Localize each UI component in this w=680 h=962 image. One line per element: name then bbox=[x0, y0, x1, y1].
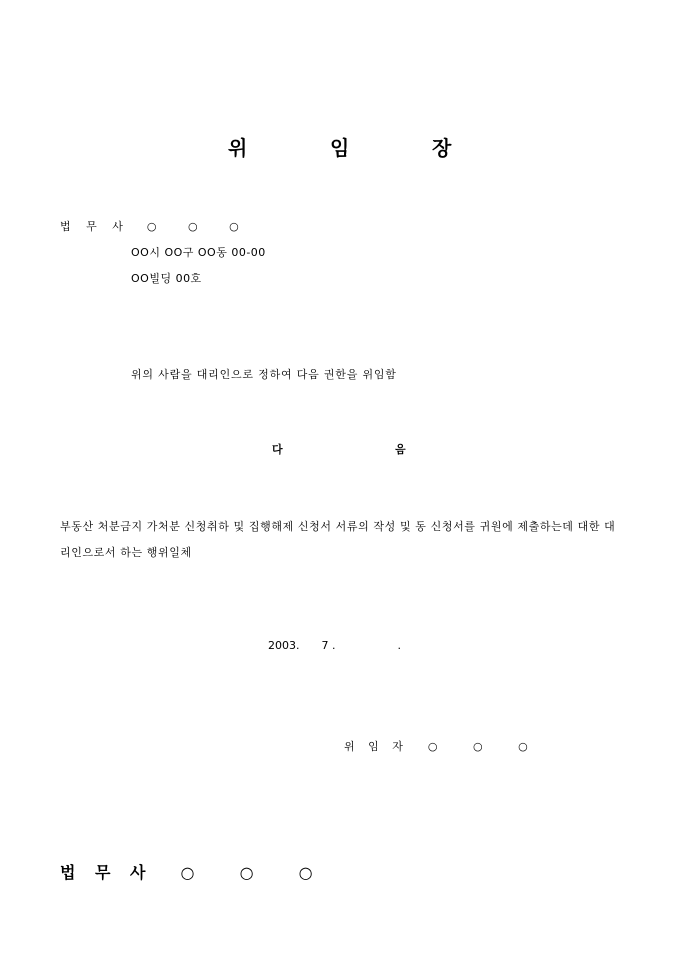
title-char-2: 임 bbox=[330, 136, 350, 160]
footer-name: ○ ○ ○ bbox=[180, 863, 333, 882]
heading-char-2: 음 bbox=[395, 443, 406, 456]
delegator-label: 위 임 자 bbox=[344, 740, 408, 753]
date-month: 7 . bbox=[321, 639, 336, 652]
date-day: . bbox=[397, 639, 401, 652]
date-year: 2003. bbox=[268, 639, 300, 652]
footer-label: 법 무 사 bbox=[60, 863, 153, 882]
document-date bbox=[268, 639, 401, 652]
title-char-1: 위 bbox=[228, 136, 248, 160]
delegated-authority-text: 부동산 처분금지 가처분 신청취하 및 집행해제 신청서 서류의 작성 및 동 신청서를 귀원에 제출하는데 대한 대리인으로서 하는 행위일체 bbox=[60, 520, 616, 559]
title-char-3: 장 bbox=[432, 136, 452, 160]
delegator-name: ○ ○ ○ bbox=[427, 740, 544, 753]
footer-recipient bbox=[60, 860, 333, 883]
delegation-statement: 위의 사람을 대리인으로 정하여 다음 권한을 위임함 bbox=[131, 368, 397, 381]
heading-char-1: 다 bbox=[272, 443, 283, 456]
document-title bbox=[0, 132, 680, 162]
heading-daum bbox=[0, 441, 680, 459]
agent-name: ○ ○ ○ bbox=[146, 220, 253, 233]
delegator-row bbox=[344, 738, 544, 754]
agent-label: 법 무 사 bbox=[60, 220, 129, 233]
agent-address-line1: OO시 OO구 OO동 00-00 bbox=[131, 246, 266, 259]
agent-row bbox=[60, 218, 253, 234]
agent-address-line2: OO빌딩 00호 bbox=[131, 272, 202, 285]
